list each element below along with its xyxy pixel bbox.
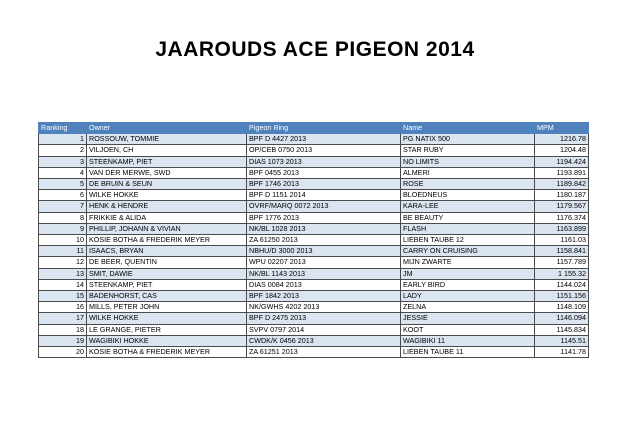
table-row [39, 167, 589, 178]
cell-mpm: 1163.899 [535, 223, 589, 234]
table-row [39, 257, 589, 268]
cell-pigeon-ring: OP/CEB 0750 2013 [247, 145, 401, 156]
cell-ranking: 15 [39, 291, 87, 302]
cell-owner: WILKE HOKKE [87, 313, 247, 324]
cell-name: BE BEAUTY [401, 212, 535, 223]
cell-owner: STEENKAMP, PIET [87, 156, 247, 167]
table-row [39, 291, 589, 302]
cell-ranking: 17 [39, 313, 87, 324]
cell-ranking: 14 [39, 279, 87, 290]
cell-name: KARA-LEE [401, 201, 535, 212]
header-owner[interactable]: Owner [87, 123, 247, 134]
cell-owner: SMIT, DAWIE [87, 268, 247, 279]
table-row [39, 347, 589, 358]
cell-name: JM [401, 268, 535, 279]
cell-ranking: 3 [39, 156, 87, 167]
cell-pigeon-ring: DIAS 1073 2013 [247, 156, 401, 167]
cell-name: ROSE [401, 179, 535, 190]
cell-mpm: 1145.834 [535, 324, 589, 335]
cell-pigeon-ring: BPF D 1151 2014 [247, 190, 401, 201]
table-row [39, 302, 589, 313]
cell-ranking: 18 [39, 324, 87, 335]
cell-ranking: 7 [39, 201, 87, 212]
cell-pigeon-ring: BPF 0455 2013 [247, 167, 401, 178]
cell-name: KOOT [401, 324, 535, 335]
cell-name: JESSIE [401, 313, 535, 324]
cell-pigeon-ring: BPF 1842 2013 [247, 291, 401, 302]
cell-name: MIJN ZWARTE [401, 257, 535, 268]
cell-ranking: 5 [39, 179, 87, 190]
table-row [39, 134, 589, 145]
cell-mpm: 1176.374 [535, 212, 589, 223]
cell-name: LADY [401, 291, 535, 302]
cell-name: EARLY BIRD [401, 279, 535, 290]
cell-owner: KOSIE BOTHA & FREDERIK MEYER [87, 235, 247, 246]
cell-owner: DE BRUIN & SEUN [87, 179, 247, 190]
cell-mpm: 1146.094 [535, 313, 589, 324]
cell-ranking: 16 [39, 302, 87, 313]
cell-ranking: 6 [39, 190, 87, 201]
cell-name: ALMERI [401, 167, 535, 178]
cell-mpm: 1204.48 [535, 145, 589, 156]
table-body [39, 134, 589, 358]
cell-pigeon-ring: BPF D 4427 2013 [247, 134, 401, 145]
table-row [39, 279, 589, 290]
cell-mpm: 1141.78 [535, 347, 589, 358]
cell-mpm: 1157.789 [535, 257, 589, 268]
cell-mpm: 1180.187 [535, 190, 589, 201]
cell-ranking: 11 [39, 246, 87, 257]
cell-name: LIEBEN TAUBE 11 [401, 347, 535, 358]
cell-ranking: 12 [39, 257, 87, 268]
table-row [39, 201, 589, 212]
cell-ranking: 20 [39, 347, 87, 358]
table-header-row [39, 123, 589, 134]
cell-pigeon-ring: NK/BL 1028 2013 [247, 223, 401, 234]
table-row [39, 324, 589, 335]
cell-name: FLASH [401, 223, 535, 234]
header-ranking[interactable]: Ranking [39, 123, 87, 134]
cell-name: ZELNA [401, 302, 535, 313]
cell-pigeon-ring: CWDK/K 0456 2013 [247, 335, 401, 346]
cell-ranking: 9 [39, 223, 87, 234]
page-title: JAAROUDS ACE PIGEON 2014 [155, 38, 475, 61]
table-row [39, 212, 589, 223]
header-name[interactable]: Name [401, 123, 535, 134]
cell-owner: VILJOEN, CH [87, 145, 247, 156]
cell-mpm: 1145.51 [535, 335, 589, 346]
cell-name: BLOEDNEUS [401, 190, 535, 201]
cell-owner: BADENHORST, CAS [87, 291, 247, 302]
cell-owner: KOSIE BOTHA & FREDERIK MEYER [87, 347, 247, 358]
cell-name: CARRY ON CRUISING [401, 246, 535, 257]
cell-mpm: 1 155.32 [535, 268, 589, 279]
cell-owner: WILKE HOKKE [87, 190, 247, 201]
table-row [39, 335, 589, 346]
table-row [39, 145, 589, 156]
table-row [39, 223, 589, 234]
table-row [39, 156, 589, 167]
table-row [39, 179, 589, 190]
cell-mpm: 1148.109 [535, 302, 589, 313]
cell-pigeon-ring: ZA 61251 2013 [247, 347, 401, 358]
cell-pigeon-ring: SVPV 0797 2014 [247, 324, 401, 335]
cell-owner: WAGIBIKI HOKKE [87, 335, 247, 346]
cell-ranking: 10 [39, 235, 87, 246]
table-row [39, 235, 589, 246]
cell-pigeon-ring: OVRF/MARQ 0072 2013 [247, 201, 401, 212]
cell-mpm: 1161.03 [535, 235, 589, 246]
rankings-table [38, 122, 589, 358]
cell-pigeon-ring: BPF 1776 2013 [247, 212, 401, 223]
cell-mpm: 1179.567 [535, 201, 589, 212]
cell-mpm: 1144.024 [535, 279, 589, 290]
cell-ranking: 13 [39, 268, 87, 279]
cell-owner: VAN DER MERWE, SWD [87, 167, 247, 178]
header-pigeon-ring[interactable]: Pigeon Ring [247, 123, 401, 134]
cell-ranking: 2 [39, 145, 87, 156]
cell-owner: ISAACS, BRYAN [87, 246, 247, 257]
cell-owner: MILLS, PETER JOHN [87, 302, 247, 313]
cell-mpm: 1158.841 [535, 246, 589, 257]
header-mpm[interactable]: MPM [535, 123, 589, 134]
table-row [39, 268, 589, 279]
cell-ranking: 8 [39, 212, 87, 223]
cell-pigeon-ring: NK/GWHS 4202 2013 [247, 302, 401, 313]
cell-owner: LE GRANGE, PIETER [87, 324, 247, 335]
table-row [39, 190, 589, 201]
cell-pigeon-ring: WPU 02207 2013 [247, 257, 401, 268]
cell-mpm: 1189.842 [535, 179, 589, 190]
table-row [39, 313, 589, 324]
cell-name: NO LIMITS [401, 156, 535, 167]
cell-owner: FRIKKIE & ALIDA [87, 212, 247, 223]
cell-owner: STEENKAMP, PIET [87, 279, 247, 290]
cell-ranking: 1 [39, 134, 87, 145]
cell-mpm: 1194.424 [535, 156, 589, 167]
cell-mpm: 1193.891 [535, 167, 589, 178]
cell-pigeon-ring: NK/BL 1143 2013 [247, 268, 401, 279]
cell-ranking: 4 [39, 167, 87, 178]
cell-name: LIEBEN TAUBE 12 [401, 235, 535, 246]
cell-pigeon-ring: BPF D 2475 2013 [247, 313, 401, 324]
cell-name: PG NATIX 500 [401, 134, 535, 145]
cell-ranking: 19 [39, 335, 87, 346]
cell-owner: PHILLIP, JOHANN & VIVIAN [87, 223, 247, 234]
table-row [39, 246, 589, 257]
cell-mpm: 1216.78 [535, 134, 589, 145]
cell-pigeon-ring: NBHU/D 3000 2013 [247, 246, 401, 257]
cell-name: WAGIBIKI 11 [401, 335, 535, 346]
cell-name: STAR RUBY [401, 145, 535, 156]
cell-mpm: 1151.156 [535, 291, 589, 302]
cell-owner: HENK & HENDRE [87, 201, 247, 212]
cell-owner: ROSSOUW, TOMMIE [87, 134, 247, 145]
cell-pigeon-ring: ZA 61250 2013 [247, 235, 401, 246]
cell-owner: DE BEER, QUENTIN [87, 257, 247, 268]
cell-pigeon-ring: BPF 1746 2013 [247, 179, 401, 190]
cell-pigeon-ring: DIAS 0084 2013 [247, 279, 401, 290]
